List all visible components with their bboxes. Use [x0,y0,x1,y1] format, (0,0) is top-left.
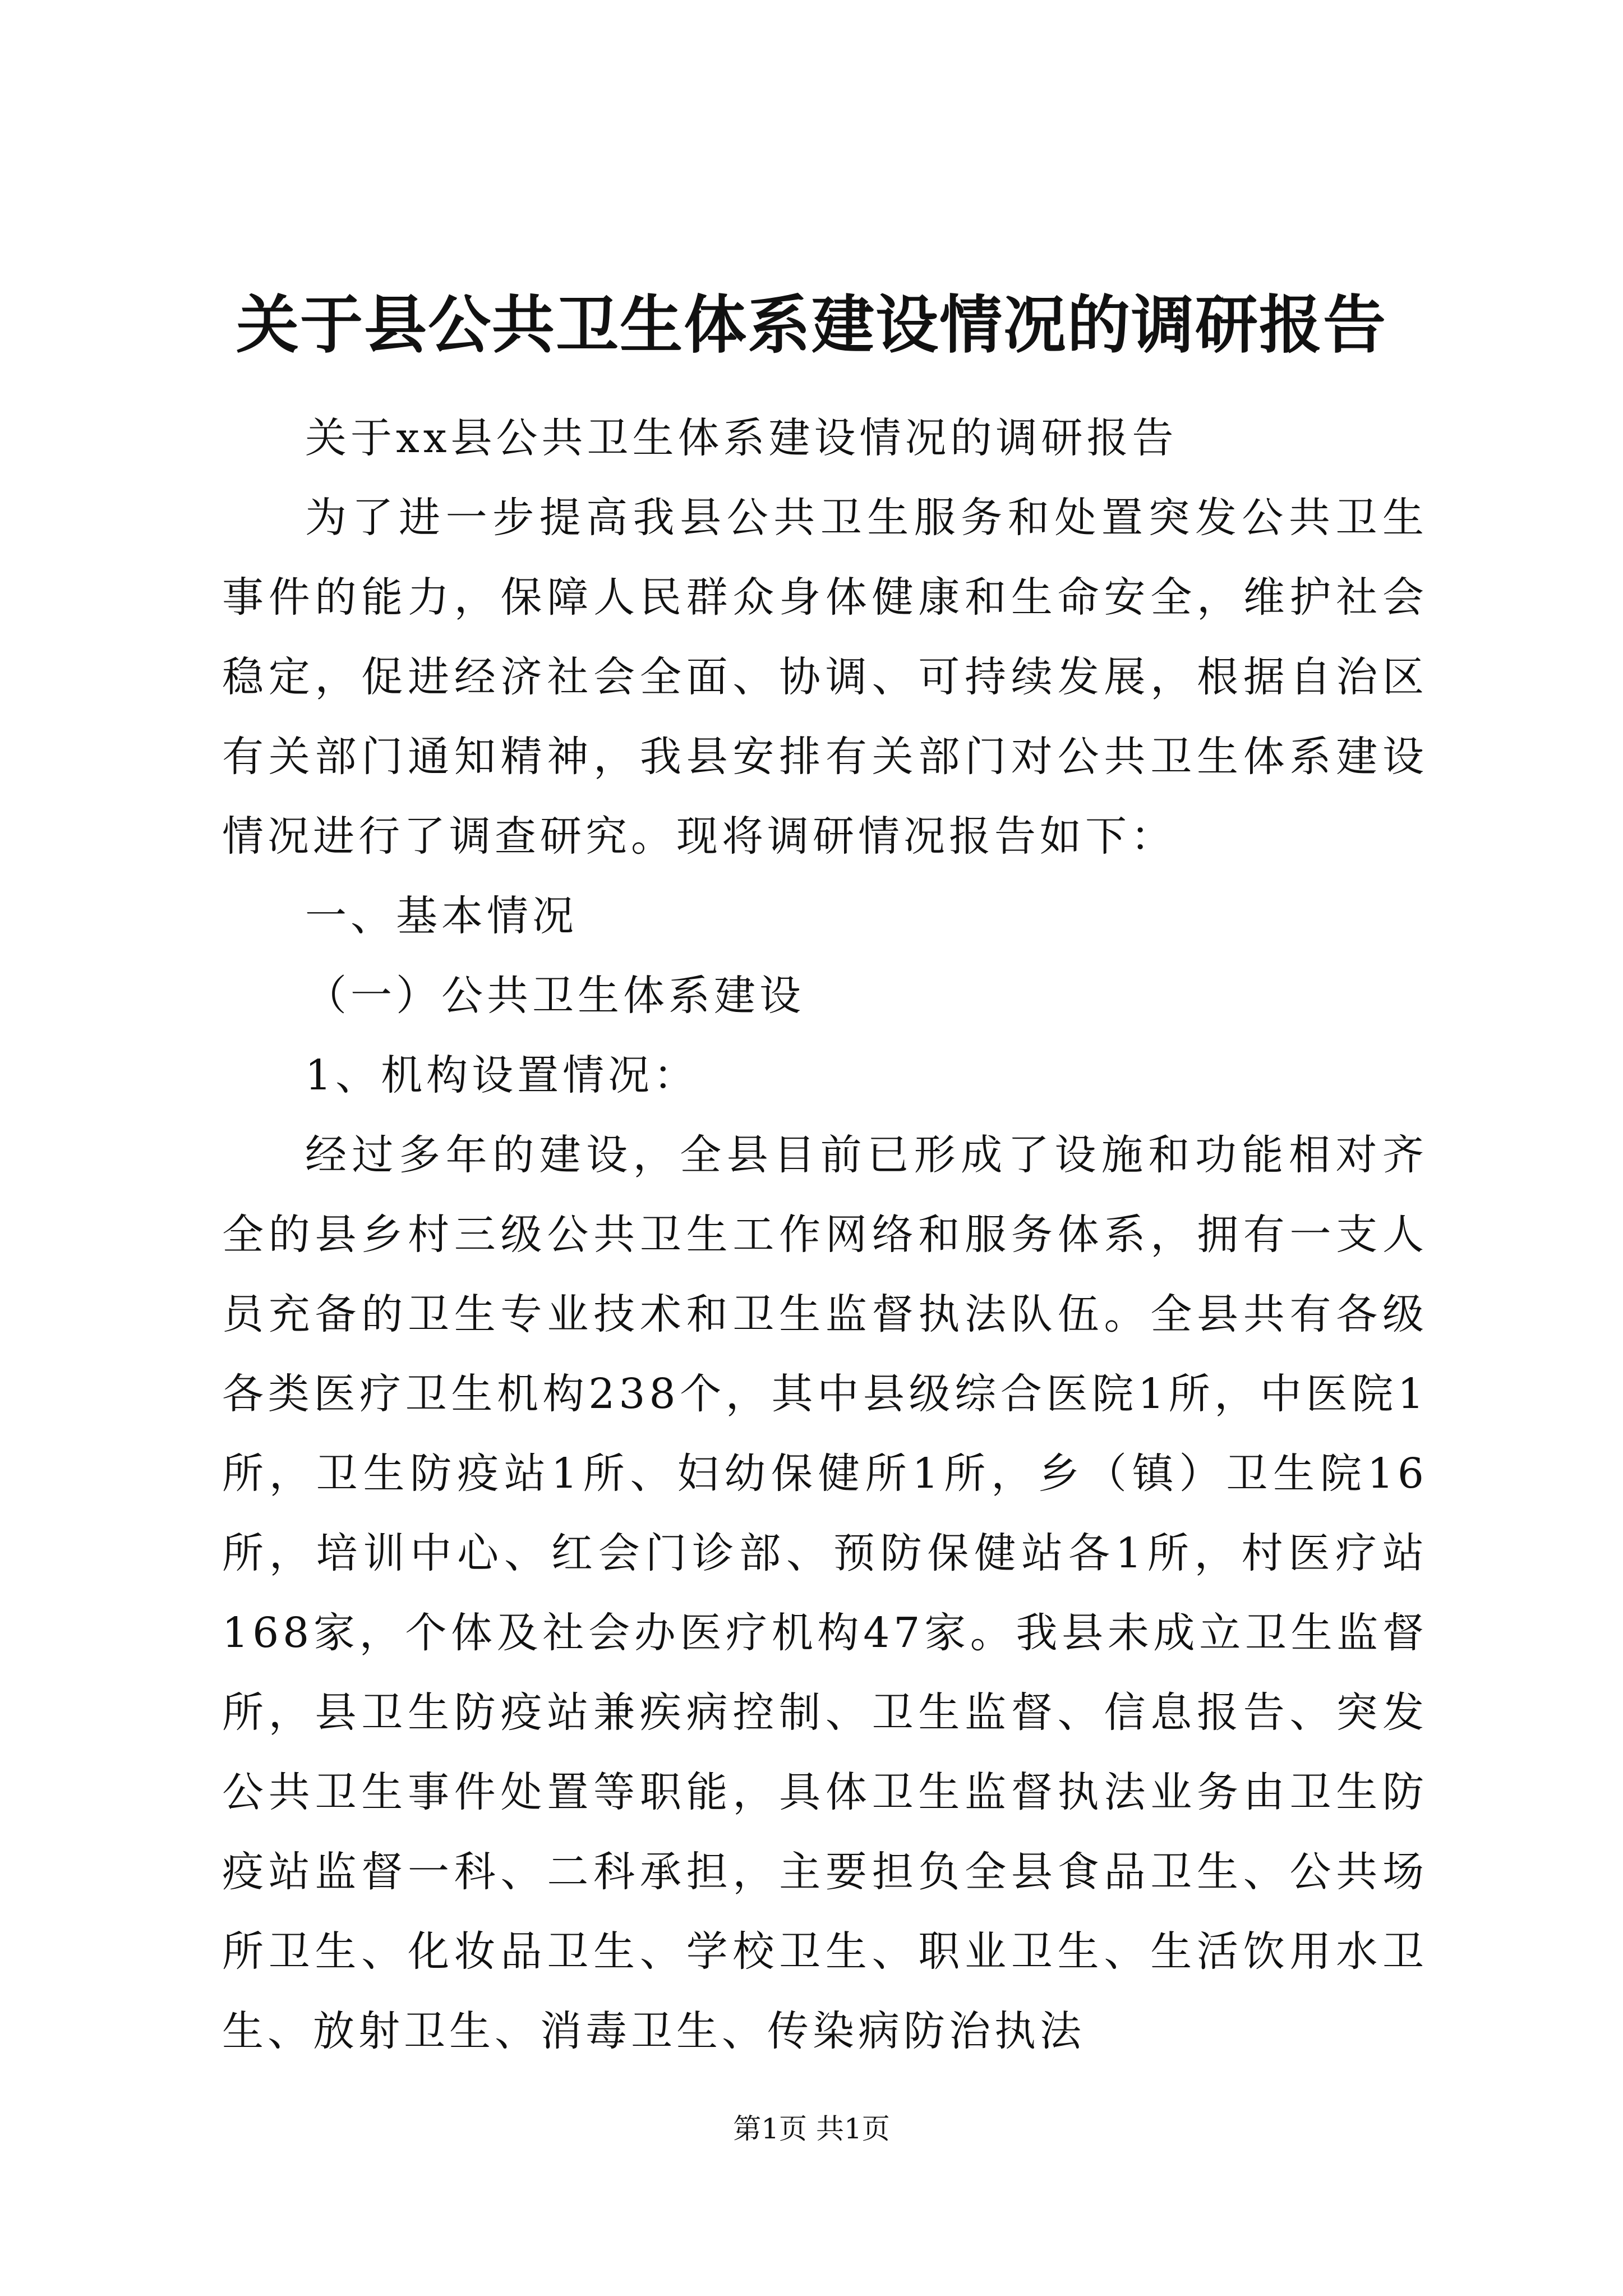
heading-system-construction: （一）公共卫生体系建设 [305,972,805,1020]
page-footer: 第1页 共1页 [733,2113,890,2145]
heading-institution-setup: 1、机构设置情况： [305,1051,699,1099]
heading-basic-situation: 一、基本情况 [305,892,578,940]
paragraph-intro: 为了进一步提高我县公共卫生服务和处置突发公共卫生事件的能力，保障人民群众身体健康和生命安全，维护社会稳定，促进经济社会全面、协调、可持续发展，根据自治区有关部门通知精神，我县安排有关部门对公共卫生体系建设情况进行了调查研究。现将调研情况报告如下： [222,494,1428,861]
paragraph-institution-details: 经过多年的建设，全县目前已形成了设施和功能相对齐全的县乡村三级公共卫生工作网络和服务体系，拥有一支人员充备的卫生专业技术和卫生监督执法队伍。全县共有各级各类医疗卫生机构238个，其中县级综合医院1所，中医院1所，卫生防疫站1所、妇幼保健所1所，乡（镇）卫生院16所，培训中心、红会门诊部、预防保健站各1所，村医疗站168家，个体及社会办医疗机构47家。我县未成立卫生监督所，县卫生防疫站兼疾病控制、卫生监督、信息报告、突发公共卫生事件处置等职能，具体卫生监督执法业务由卫生防疫站监督一科、二科承担，主要担负全县食品卫生、公共场所卫生、化妆品卫生、学校卫生、职业卫生、生活饮用水卫生、放射卫生、消毒卫生、传染病防治执法 [222,1131,1428,2055]
paragraph-subtitle: 关于xx县公共卫生体系建设情况的调研报告 [305,414,1178,462]
document-body [222,398,1428,2071]
document-title: 关于县公共卫生体系建设情况的调研报告 [236,288,1387,362]
